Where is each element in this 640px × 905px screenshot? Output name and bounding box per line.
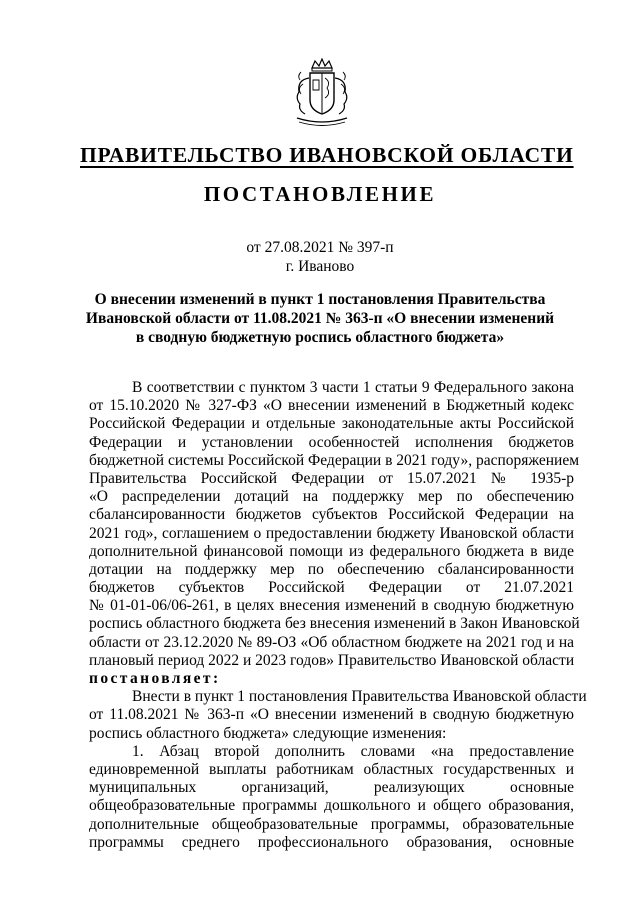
body-line: программы среднего профессионального образования, основные [89,833,574,851]
body-line: дополнительные общеобразовательные программы, образовательные [89,815,574,833]
subject-line: в сводную бюджетную роспись областного бюджета» [135,329,505,346]
body-line: дополнительной финансовой помощи из федерального бюджета в виде [89,542,574,560]
body-line: роспись областного бюджета без внесения изменений в Закон Ивановской [89,615,580,633]
body-line: № 01-01-06/06-261, в целях внесения изменений в сводную бюджетную [89,597,574,615]
body-line: плановый период 2022 и 2023 годов» Правительство Ивановской области [89,651,575,669]
body-line: Российской Федерации и отдельные законодательные акты Российской [89,415,574,433]
body-line: В соответствии с пунктом 3 части 1 статьи 9 Федерального закона [132,379,574,396]
subject-line: Ивановской области от 11.08.2021 № 363-п «О внесении изменений [85,310,555,327]
body-line: от 11.08.2021 № 363-п «О внесении изменений в сводную бюджетную [89,706,574,724]
body-line: роспись областного бюджета» следующие изменения: [89,724,447,742]
body-line: 2021 год», соглашением о предоставлении бюджету Ивановской области [89,524,574,542]
body-line: единовременной выплаты работникам областных государственных и [89,760,574,778]
body-line: Внести в пункт 1 постановления Правительства Ивановской области [132,688,587,706]
body-line: бюджетной системы Российской Федерации в 2021 году», распоряжением [89,451,580,469]
body-line: «О распределении дотаций на поддержку мер по обеспечению [89,488,574,506]
document-type: ПОСТАНОВЛЕНИЕ [203,182,437,206]
decree-keyword: постановляет: [89,670,221,687]
body-line: общеобразовательные программы дошкольного и общего образования, [89,797,574,815]
body-line: Правительства Российской Федерации от 15.07.2021 № 1935-р [89,469,574,487]
body-line: области от 23.12.2020 № 89-ОЗ «Об областном бюджете на 2021 год и на [89,633,574,651]
body-line: Федерации и установлении особенностей исполнения бюджетов [89,433,574,451]
document-body [89,379,587,852]
body-line: от 15.10.2020 № 327-ФЗ «О внесении изменений в Бюджетный кодекс [89,397,574,415]
body-line: дотации на поддержку мер по обеспечению сбалансированности [89,560,574,578]
body-line: 1. Абзац второй дополнить словами «на предоставление [132,742,574,760]
coat-of-arms-icon [291,58,353,128]
government-title: ПРАВИТЕЛЬСТВО ИВАНОВСКОЙ ОБЛАСТИ [80,143,574,167]
subject-line: О внесении изменений в пункт 1 постановления Правительства [94,291,546,308]
body-line: сбалансированности бюджетов субъектов Российской Федерации на [89,506,574,524]
document-city: г. Иваново [285,258,355,275]
document-date-number: от 27.08.2021 № 397-п [246,239,394,256]
body-line: муниципальных организаций, реализующих основные [89,779,574,797]
body-line: бюджетов субъектов Российской Федерации от 21.07.2021 [89,579,574,597]
document-subject [80,290,560,347]
